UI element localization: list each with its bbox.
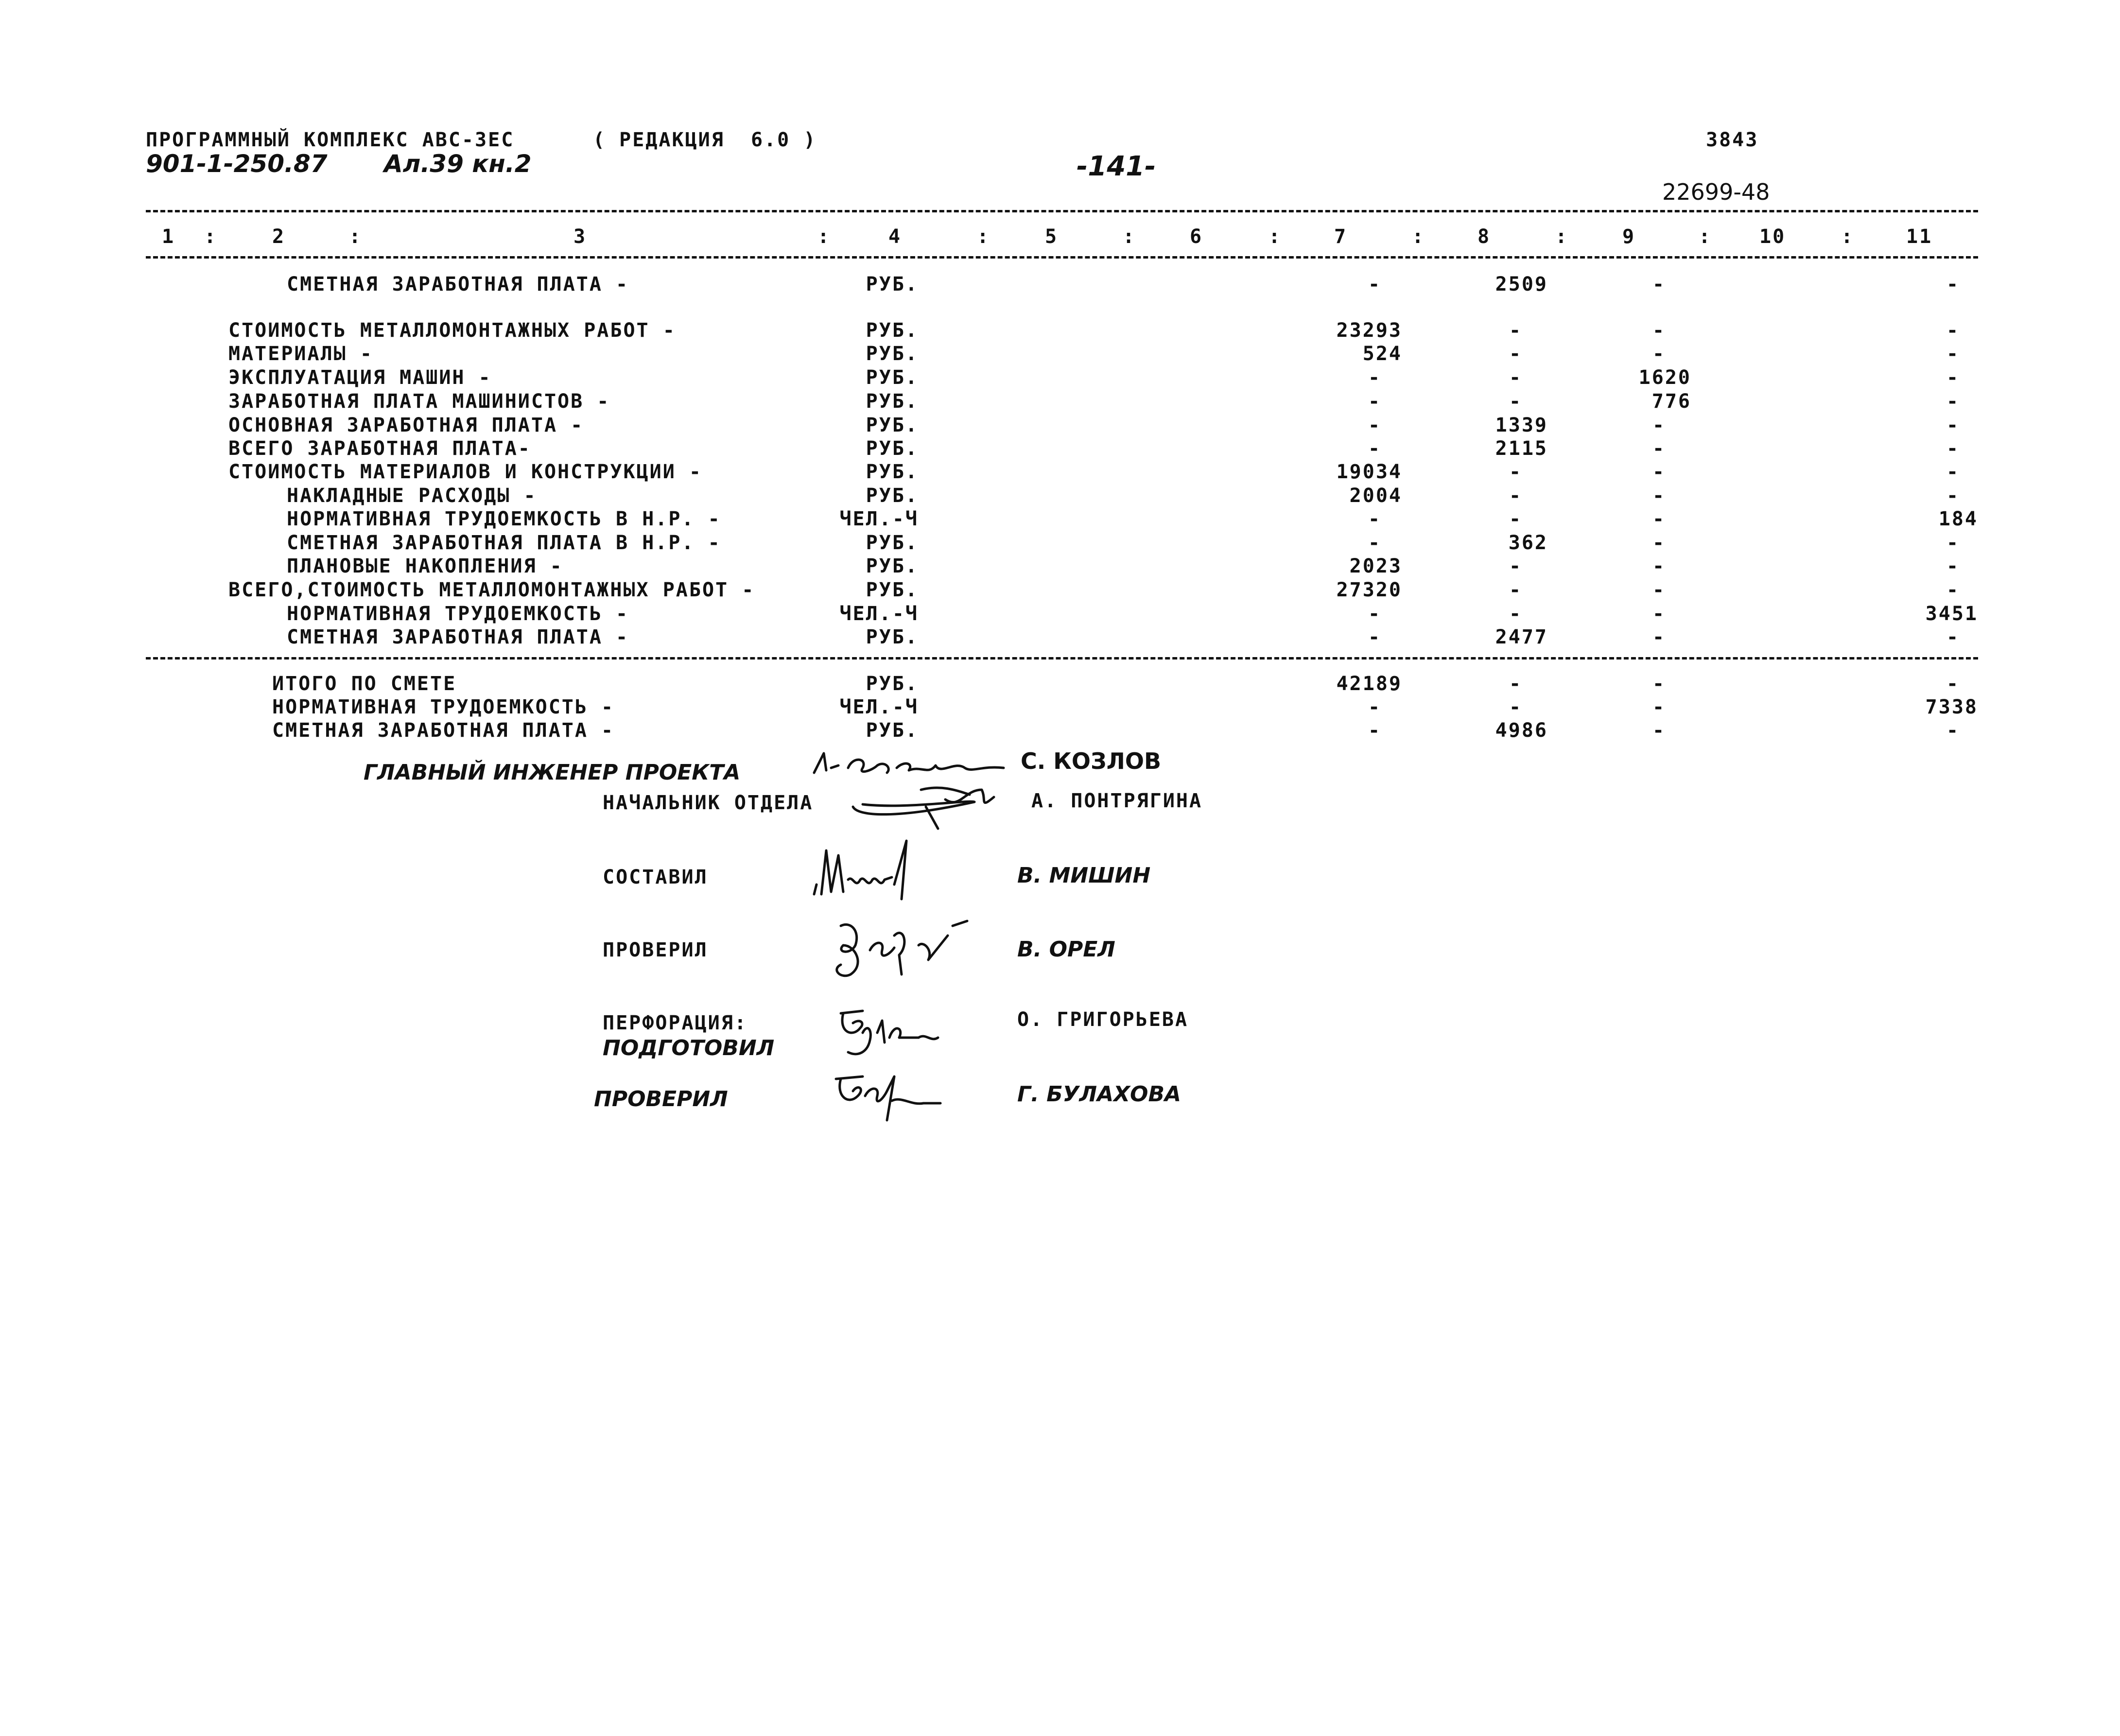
row-label: СТОИМОСТЬ МЕТАЛЛОМОНТАЖНЫХ РАБОТ - [228,319,676,342]
column-separator: : [204,226,218,248]
cell-col-11: - [1946,579,1960,601]
row-unit: РУБ. [866,414,919,436]
header-bottom-rule [146,256,1978,259]
row-label: НОРМАТИВНАЯ ТРУДОЕМКОСТЬ В Н.Р. - [287,508,721,530]
signature-name: Г. БУЛАХОВА [1017,1082,1182,1107]
handwritten-sheet: Ал.39 кн.2 [384,150,532,178]
row-unit: РУБ. [866,719,919,742]
row-unit: РУБ. [866,437,919,460]
column-separator: : [1123,226,1136,248]
row-unit: РУБ. [866,555,919,577]
cell-col-11: - [1946,485,1960,507]
row-label: ПЛАНОВЫЕ НАКОПЛЕНИЯ - [287,555,563,577]
cell-col-7: 524 [1362,343,1402,365]
cell-col-8: - [1509,485,1523,507]
signature-role: ПРОВЕРИЛ [594,1087,728,1111]
signature-role: ПЕРФОРАЦИЯ: [603,1012,747,1034]
cell-col-9: - [1652,673,1666,695]
signature-name: В. ОРЕЛ [1017,937,1115,962]
handwritten-reference: 901-1-250.87 [146,150,328,178]
column-separator: : [817,226,831,248]
column-header-5: 5 [1045,226,1059,248]
row-label: НОРМАТИВНАЯ ТРУДОЕМКОСТЬ - [272,696,615,718]
row-unit: РУБ. [866,319,919,342]
row-unit: РУБ. [866,485,919,507]
page-number: -141- [1077,151,1156,182]
cell-col-8: - [1509,673,1523,695]
row-label: ЗАРАБОТНАЯ ПЛАТА МАШИНИСТОВ - [228,390,610,413]
cell-col-9: - [1652,461,1666,483]
signature-pontryagina [848,780,999,836]
cell-col-9: - [1652,696,1666,718]
cell-col-9: - [1652,603,1666,625]
cell-col-11: 184 [1938,508,1978,530]
signature-role: ПРОВЕРИЛ [603,939,708,961]
column-header-9: 9 [1622,226,1636,248]
cell-col-8: - [1509,555,1523,577]
signature-name: А. ПОНТРЯГИНА [1031,790,1203,812]
row-unit: РУБ. [866,626,919,648]
signature-role: СОСТАВИЛ [603,866,708,888]
table-top-rule [146,210,1978,212]
row-label: СМЕТНАЯ ЗАРАБОТНАЯ ПЛАТА - [287,273,629,295]
cell-col-11: - [1946,719,1960,742]
cell-col-7: - [1368,414,1382,436]
column-separator: : [1412,226,1425,248]
row-label: СТОИМОСТЬ МАТЕРИАЛОВ И КОНСТРУКЦИИ - [228,461,702,483]
cell-col-9: - [1652,437,1666,460]
row-label: ОСНОВНАЯ ЗАРАБОТНАЯ ПЛАТА - [228,414,584,436]
cell-col-11: 7338 [1925,696,1978,718]
row-unit: ЧЕЛ.-Ч [839,508,919,530]
cell-col-7: - [1368,390,1382,413]
row-unit: РУБ. [866,390,919,413]
cell-col-11: - [1946,461,1960,483]
cell-col-8: 362 [1508,532,1548,554]
row-unit: РУБ. [866,532,919,554]
cell-col-8: - [1509,319,1523,342]
cell-col-8: - [1509,579,1523,601]
edition-label: ( РЕДАКЦИЯ 6.0 ) [593,129,817,151]
row-unit: РУБ. [866,273,919,295]
cell-col-7: 23293 [1336,319,1402,342]
cell-col-7: - [1368,626,1382,648]
cell-col-8: - [1509,696,1523,718]
row-unit: РУБ. [866,461,919,483]
cell-col-7: 27320 [1336,579,1402,601]
cell-col-9: - [1652,508,1666,530]
cell-col-9: - [1652,343,1666,365]
cell-col-8: - [1509,343,1523,365]
cell-col-9: - [1652,414,1666,436]
cell-col-9: 776 [1651,390,1691,413]
cell-col-7: - [1368,508,1382,530]
signature-bulakhova [829,1067,945,1130]
signature-role-secondary: ПОДГОТОВИЛ [603,1036,775,1060]
row-label: СМЕТНАЯ ЗАРАБОТНАЯ ПЛАТА - [272,719,615,742]
column-header-7: 7 [1334,226,1348,248]
cell-col-7: - [1368,532,1382,554]
cell-col-7: - [1368,719,1382,742]
row-unit: РУБ. [866,673,919,695]
cell-col-8: - [1509,508,1523,530]
row-unit: РУБ. [866,343,919,365]
cell-col-11: - [1946,532,1960,554]
cell-col-9: 1620 [1638,366,1691,389]
signature-mishin [809,836,931,904]
signature-name: С. КОЗЛОВ [1021,748,1162,774]
totals-rule [146,657,1978,660]
stamp-number: 22699-48 [1662,179,1770,205]
row-label: ЭКСПЛУАТАЦИЯ МАШИН - [228,366,492,389]
cell-col-8: 2477 [1495,626,1548,648]
cell-col-11: - [1946,273,1960,295]
signature-role: ГЛАВНЫЙ ИНЖЕНЕР ПРОЕКТА [364,760,741,785]
cell-col-7: - [1368,273,1382,295]
signature-orel [821,916,977,989]
cell-col-11: - [1946,414,1960,436]
column-separator: : [1699,226,1712,248]
signature-name: В. МИШИН [1017,863,1151,888]
cell-col-11: - [1946,437,1960,460]
signature-grigorieva [834,1004,945,1067]
column-header-1: 1 [162,226,175,248]
column-separator: : [1841,226,1855,248]
cell-col-7: 42189 [1336,673,1402,695]
document-number: 3843 [1706,129,1759,151]
cell-col-7: - [1368,603,1382,625]
cell-col-11: - [1946,390,1960,413]
row-unit: РУБ. [866,366,919,389]
row-unit: РУБ. [866,579,919,601]
column-header-3: 3 [573,226,587,248]
cell-col-11: - [1946,343,1960,365]
row-unit: ЧЕЛ.-Ч [839,603,919,625]
column-header-11: 11 [1906,226,1933,248]
cell-col-8: - [1509,603,1523,625]
column-header-2: 2 [272,226,286,248]
signature-kozlov [809,746,1018,785]
cell-col-11: - [1946,366,1960,389]
column-header-4: 4 [888,226,902,248]
signature-name: О. ГРИГОРЬЕВА [1017,1008,1189,1031]
cell-col-7: 2004 [1349,485,1402,507]
column-separator: : [977,226,990,248]
cell-col-11: - [1946,319,1960,342]
cell-col-8: 1339 [1495,414,1548,436]
cell-col-9: - [1652,273,1666,295]
cell-col-8: - [1509,461,1523,483]
cell-col-9: - [1652,555,1666,577]
cell-col-9: - [1652,485,1666,507]
column-header-6: 6 [1190,226,1203,248]
row-label: НОРМАТИВНАЯ ТРУДОЕМКОСТЬ - [287,603,629,625]
cell-col-8: 2509 [1495,273,1548,295]
cell-col-7: 19034 [1336,461,1402,483]
row-label: ИТОГО ПО СМЕТЕ [272,673,457,695]
cell-col-7: - [1368,696,1382,718]
column-separator: : [349,226,363,248]
column-separator: : [1269,226,1282,248]
row-unit: ЧЕЛ.-Ч [839,696,919,718]
row-label: СМЕТНАЯ ЗАРАБОТНАЯ ПЛАТА - [287,626,629,648]
cell-col-8: 2115 [1495,437,1548,460]
cell-col-9: - [1652,319,1666,342]
program-title: ПРОГРАММНЫЙ КОМПЛЕКС АВС-3ЕС [146,129,515,151]
cell-col-8: - [1509,390,1523,413]
cell-col-7: 2023 [1349,555,1402,577]
column-header-10: 10 [1759,226,1786,248]
cell-col-11: 3451 [1925,603,1978,625]
signature-role: НАЧАЛЬНИК ОТДЕЛА [603,792,814,814]
row-label: ВСЕГО ЗАРАБОТНАЯ ПЛАТА- [228,437,531,460]
column-separator: : [1555,226,1569,248]
cell-col-7: - [1368,437,1382,460]
cell-col-9: - [1652,579,1666,601]
row-label: НАКЛАДНЫЕ РАСХОДЫ - [287,485,537,507]
cell-col-9: - [1652,719,1666,742]
cell-col-11: - [1946,673,1960,695]
row-label: ВСЕГО,СТОИМОСТЬ МЕТАЛЛОМОНТАЖНЫХ РАБОТ - [228,579,755,601]
row-label: МАТЕРИАЛЫ - [228,343,373,365]
cell-col-9: - [1652,532,1666,554]
cell-col-7: - [1368,366,1382,389]
cell-col-8: - [1509,366,1523,389]
cell-col-8: 4986 [1495,719,1548,742]
cell-col-11: - [1946,626,1960,648]
cell-col-9: - [1652,626,1666,648]
column-header-8: 8 [1477,226,1491,248]
row-label: СМЕТНАЯ ЗАРАБОТНАЯ ПЛАТА В Н.Р. - [287,532,721,554]
cell-col-11: - [1946,555,1960,577]
